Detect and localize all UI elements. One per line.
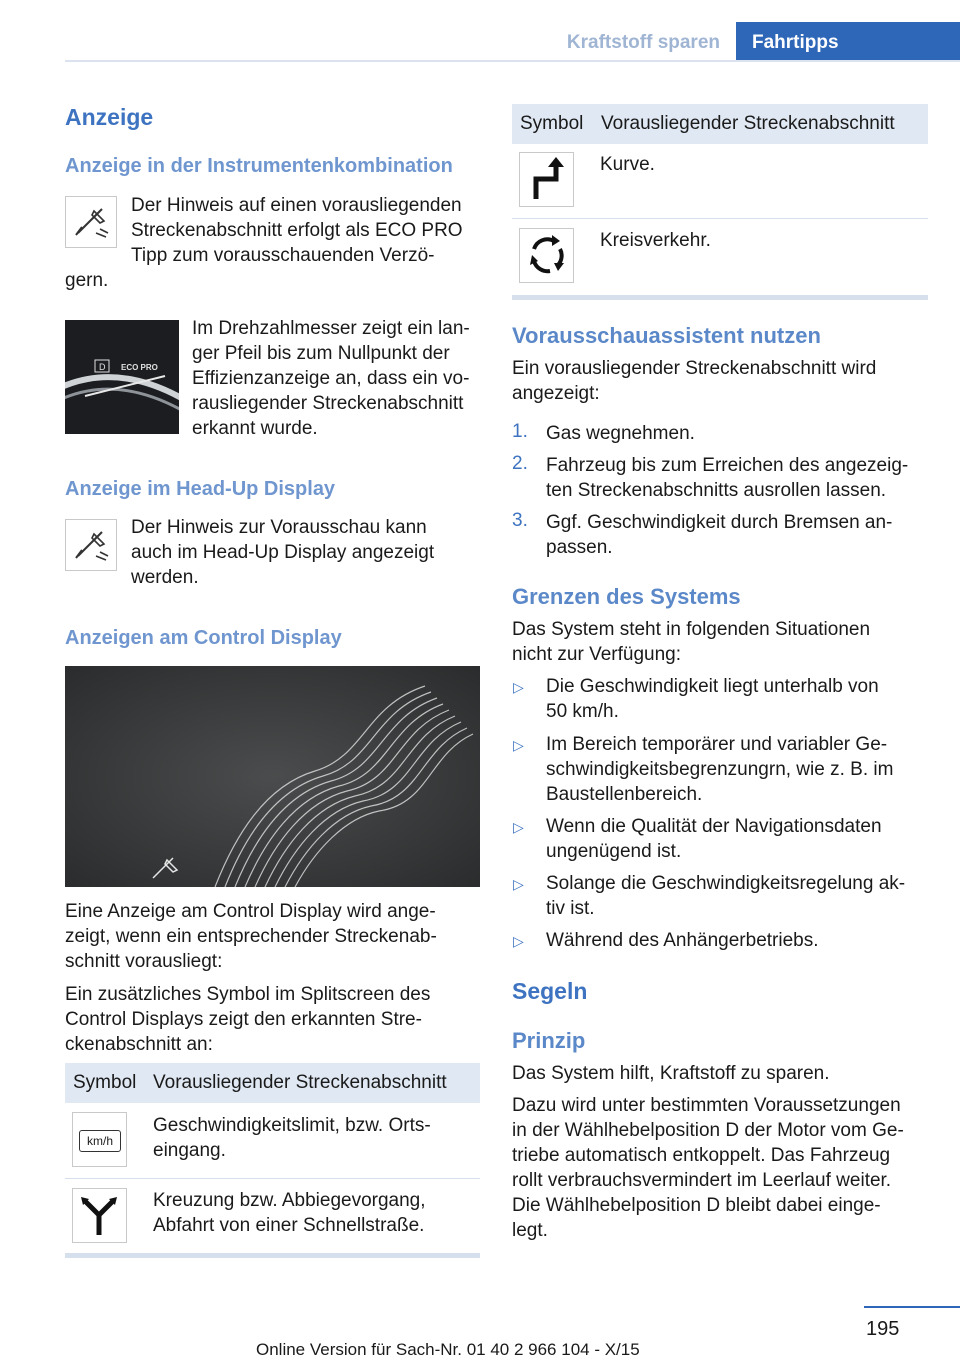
eco-pro-tip-icon	[65, 196, 117, 248]
bullet-text: Die Geschwindigkeit liegt unterhalb von	[546, 676, 879, 697]
instr-text-line: Der Hinweis auf einen vorausliegenden	[131, 195, 462, 216]
speed-limit-icon	[72, 1112, 127, 1167]
hud-tip-icon	[65, 519, 117, 571]
heading-vorausschauassistent: Vorausschauassistent nutzen	[512, 323, 821, 348]
gauge-text-line: Im Drehzahlmesser zeigt ein lan-	[192, 318, 470, 339]
header-chapter-tab: Fahrtipps	[736, 22, 960, 62]
right-table-col-section: Vorausliegender Streckenabschnitt	[601, 113, 895, 134]
control-display-image	[65, 666, 480, 887]
instr-text-line: Streckenabschnitt erfolgt als ECO PRO	[131, 220, 463, 241]
right-table-row2-text: Kreisverkehr.	[600, 230, 711, 251]
hud-text-line: Der Hinweis zur Vorausschau kann	[131, 517, 427, 538]
right-table-col-symbol: Symbol	[520, 113, 584, 134]
prinzip-text-line: rollt verbrauchsvermindert im Leerlauf weiter.	[512, 1170, 892, 1191]
gauge-text-line: erkannt wurde.	[192, 418, 318, 439]
heading-head-up-display: Anzeige im Head-Up Display	[65, 478, 336, 500]
bullet-text: tiv ist.	[546, 898, 595, 919]
cd-text-line: ckenabschnitt an:	[65, 1034, 213, 1055]
bullet-marker: ▷	[513, 737, 524, 753]
heading-instrumentenkombination: Anzeige in der Instrumentenkombination	[65, 155, 453, 177]
left-table-row2-text: Kreuzung bzw. Abbiegevorgang,	[153, 1190, 426, 1211]
heading-control-display: Anzeigen am Control Display	[65, 627, 342, 649]
step-text: Fahrzeug bis zum Erreichen des angezeig-	[546, 455, 909, 476]
curve-icon	[519, 152, 574, 207]
grenzen-text-line: Das System steht in folgenden Situationen	[512, 619, 871, 640]
gauge-label-d: D	[99, 362, 106, 372]
right-table-header	[512, 104, 928, 144]
left-table-header	[65, 1063, 480, 1103]
junction-icon	[72, 1188, 127, 1243]
step-number: 2.	[512, 453, 528, 474]
bullet-text: Während des Anhängerbetriebs.	[546, 930, 819, 951]
step-text: passen.	[546, 537, 613, 558]
heading-prinzip: Prinzip	[512, 1028, 586, 1053]
footer-version: Online Version für Sach-Nr. 01 40 2 966 104 - X/15	[256, 1340, 640, 1359]
hud-text-line: auch im Head-Up Display angezeigt	[131, 542, 435, 563]
header-section-title: Kraftstoff sparen	[566, 32, 720, 53]
bullet-text: ungenügend ist.	[546, 841, 682, 862]
bullet-text: Solange die Geschwindigkeitsregelung ak-	[546, 873, 906, 894]
prinzip-text-line: in der Wählhebelposition D der Motor vom Ge-	[512, 1120, 904, 1141]
cd-text-line: schnitt vorausliegt:	[65, 951, 223, 972]
step-text: Gas wegnehmen.	[546, 423, 695, 444]
bullet-text: Baustellenbereich.	[546, 784, 703, 805]
left-table-row1-text: Geschwindigkeitslimit, bzw. Orts-	[153, 1115, 431, 1136]
gauge-text-line: ger Pfeil bis zum Nullpunkt der	[192, 343, 450, 364]
cd-text-line: zeigt, wenn ein entsprechender Streckenab-	[65, 926, 437, 947]
left-table-row1-text: eingang.	[153, 1140, 226, 1161]
vorausschau-text-line: angezeigt:	[512, 383, 600, 404]
cd-text-line: Ein zusätzliches Symbol im Splitscreen des	[65, 984, 431, 1005]
prinzip-text-line: Dazu wird unter bestimmten Voraussetzungen	[512, 1095, 901, 1116]
step-text: ten Streckenabschnitts ausrollen lassen.	[546, 480, 887, 501]
left-table-end-rule	[65, 1253, 480, 1258]
heading-grenzen: Grenzen des Systems	[512, 584, 741, 609]
bullet-text: Im Bereich temporärer und variabler Ge-	[546, 734, 888, 755]
left-table-col-symbol: Symbol	[73, 1072, 137, 1093]
right-table-row1-text: Kurve.	[600, 154, 655, 175]
instr-text-line: Tipp zum vorausschauenden Verzö-	[131, 245, 435, 266]
bullet-marker: ▷	[513, 933, 524, 949]
left-table-col-section: Vorausliegender Streckenabschnitt	[153, 1072, 447, 1093]
gauge-text-line: rausliegender Streckenabschnitt	[192, 393, 464, 414]
bullet-text: Wenn die Qualität der Navigationsdaten	[546, 816, 882, 837]
tachometer-image	[65, 320, 179, 434]
prinzip-text-line: legt.	[512, 1220, 548, 1241]
bullet-marker: ▷	[513, 679, 524, 695]
left-table-row2-text: Abfahrt von einer Schnellstraße.	[153, 1215, 425, 1236]
roundabout-icon	[519, 228, 574, 283]
bullet-marker: ▷	[513, 876, 524, 892]
bullet-text: schwindigkeitsbegrenzungrn, wie z. B. im	[546, 759, 894, 780]
hud-text-line: werden.	[131, 567, 199, 588]
footer-rule	[864, 1306, 960, 1308]
bullet-text: 50 km/h.	[546, 701, 619, 722]
heading-segeln: Segeln	[512, 978, 588, 1004]
step-number: 3.	[512, 510, 528, 531]
cd-text-line: Eine Anzeige am Control Display wird ange-	[65, 901, 436, 922]
header-rule	[65, 60, 960, 62]
gauge-label-eco-pro: ECO PRO	[121, 363, 158, 372]
right-table-divider	[512, 218, 928, 219]
speed-limit-icon-label: km/h	[79, 1130, 121, 1152]
prinzip-text-line: triebe automatisch entkoppelt. Das Fahrzeug	[512, 1145, 891, 1166]
left-table-divider	[65, 1178, 480, 1179]
step-text: Ggf. Geschwindigkeit durch Bremsen an-	[546, 512, 893, 533]
page-number: 195	[866, 1318, 900, 1340]
heading-anzeige: Anzeige	[65, 104, 154, 130]
grenzen-text-line: nicht zur Verfügung:	[512, 644, 681, 665]
gauge-text-line: Effizienzanzeige an, dass ein vo-	[192, 368, 470, 389]
prinzip-text-line: Die Wählhebelposition D bleibt dabei einge-	[512, 1195, 881, 1216]
instr-text-line: gern.	[65, 270, 109, 291]
step-number: 1.	[512, 421, 528, 442]
prinzip-text-line: Das System hilft, Kraftstoff zu sparen.	[512, 1063, 830, 1084]
vorausschau-text-line: Ein vorausliegender Streckenabschnitt wird	[512, 358, 877, 379]
right-table-end-rule	[512, 295, 928, 300]
cd-text-line: Control Displays zeigt den erkannten Stre-	[65, 1009, 422, 1030]
bullet-marker: ▷	[513, 819, 524, 835]
